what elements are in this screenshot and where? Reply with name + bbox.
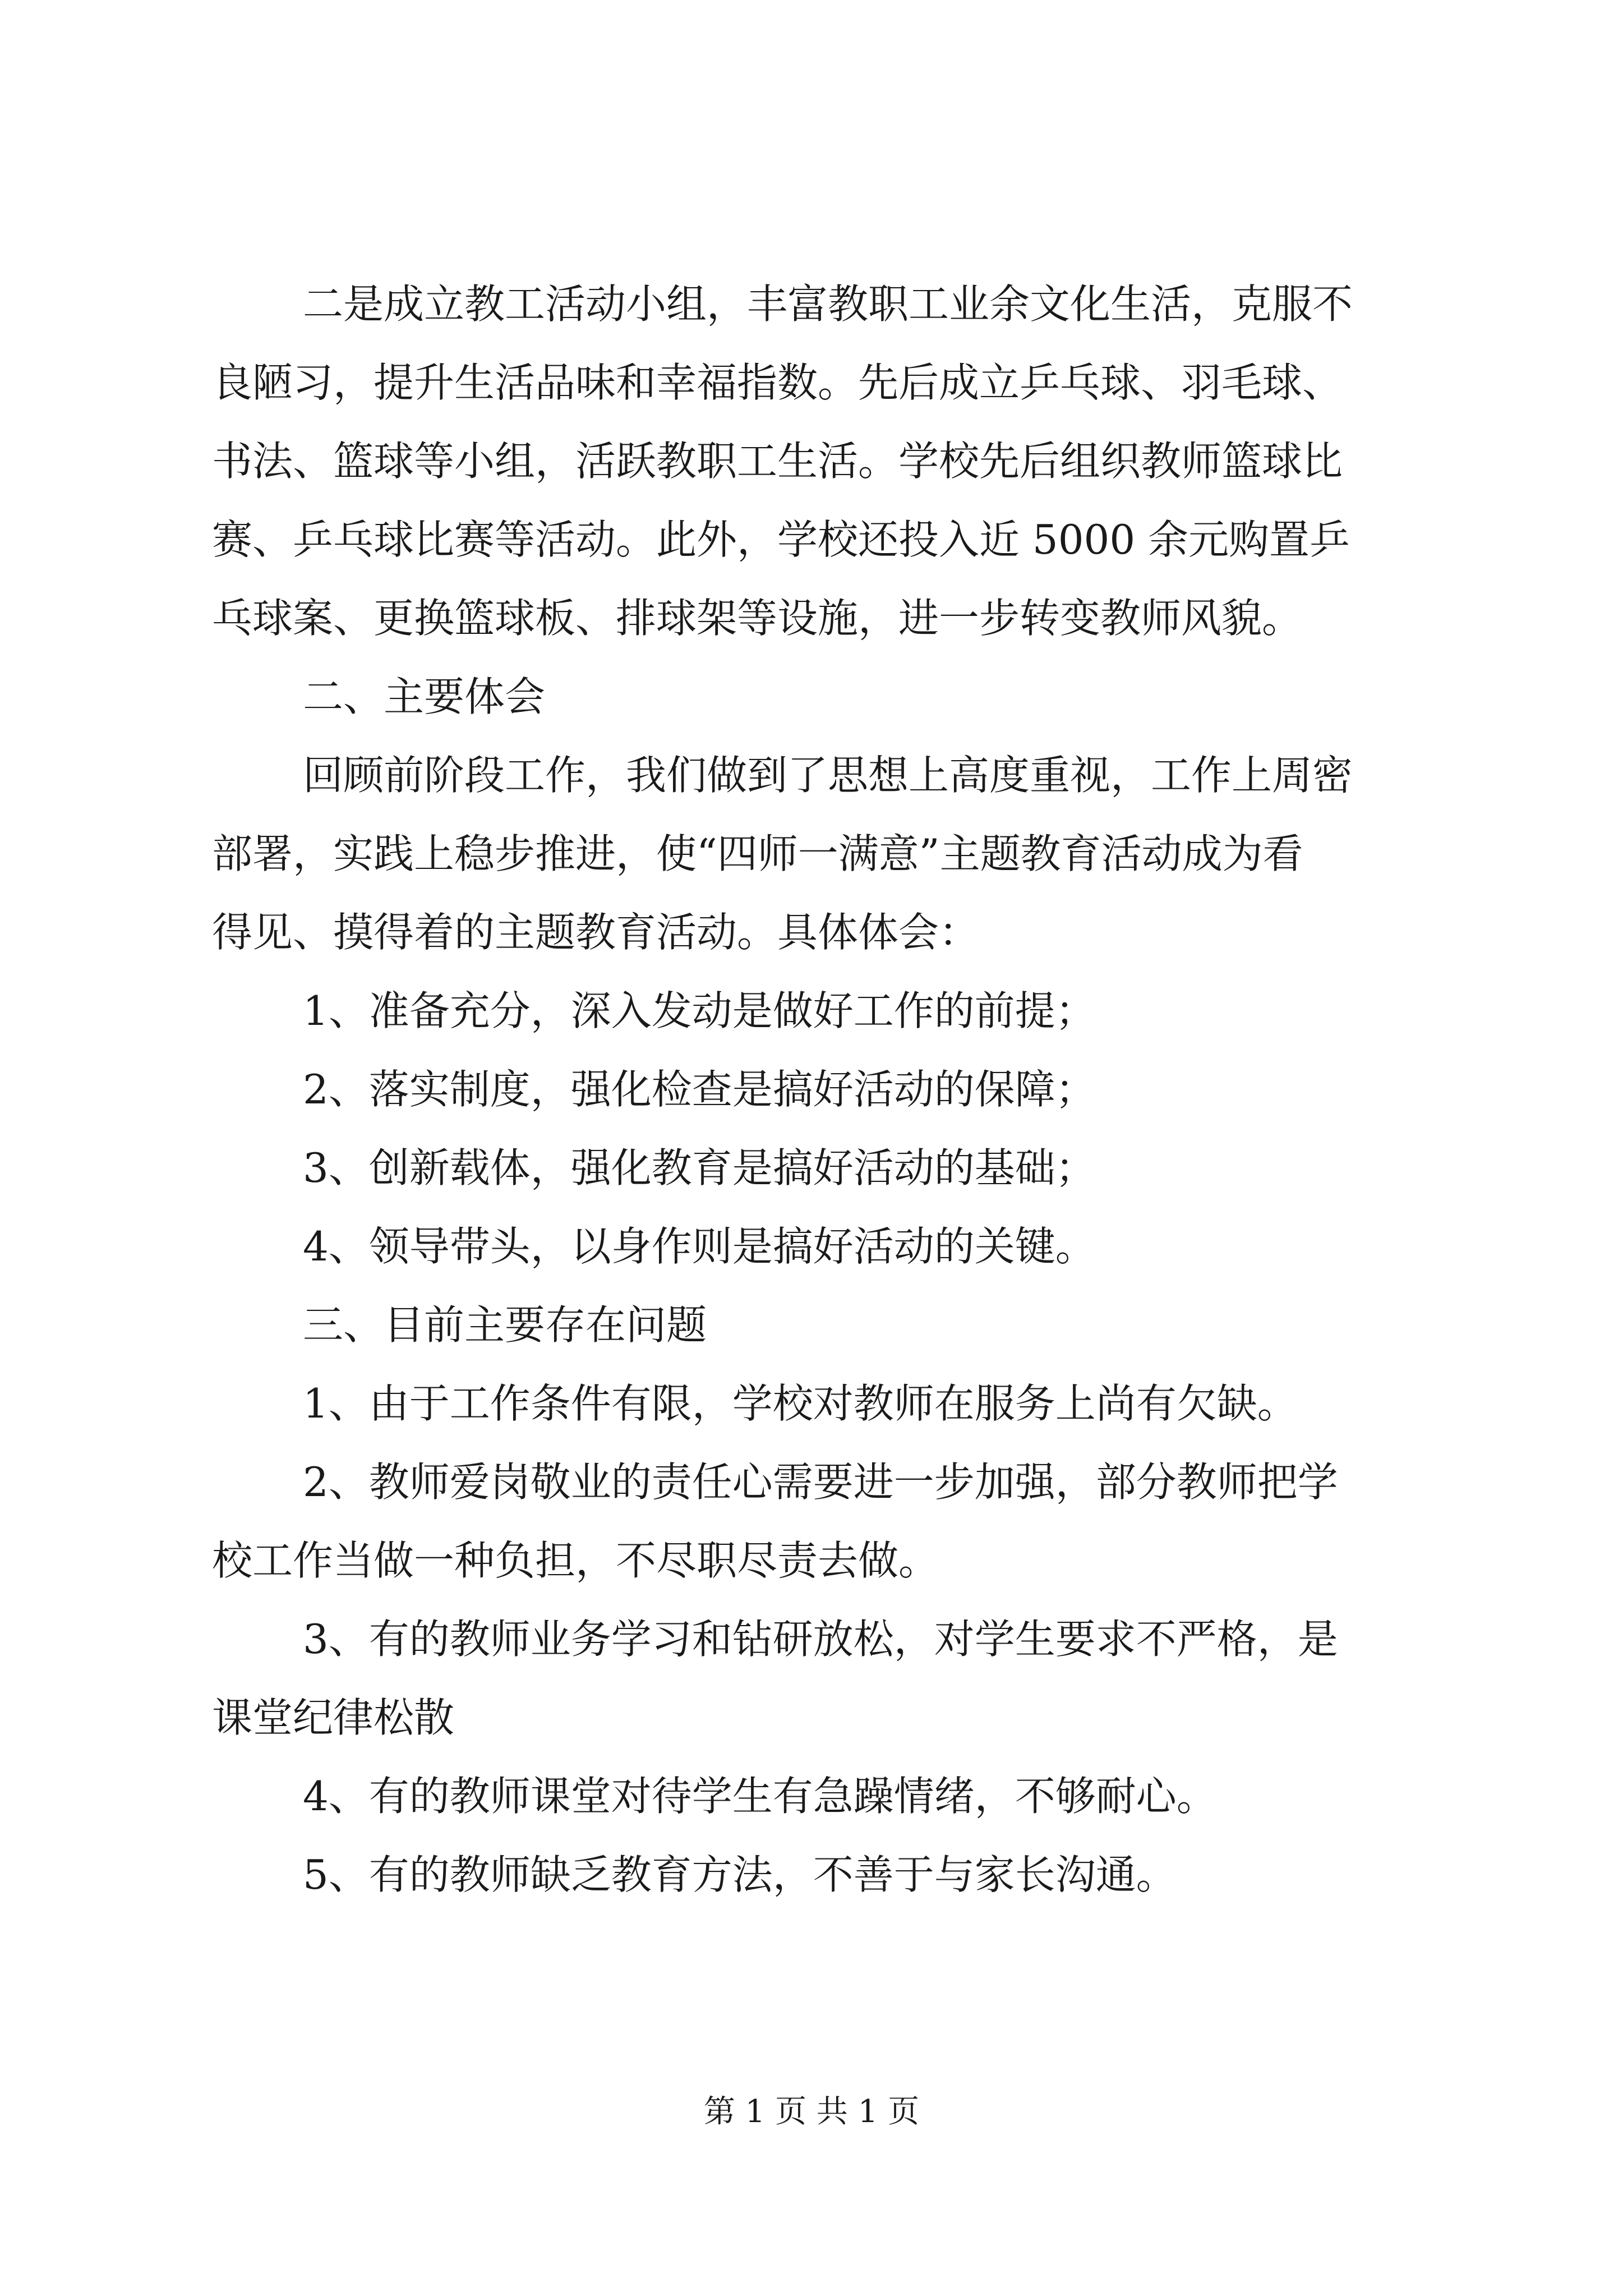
list-item: 1、准备充分，深入发动是做好工作的前提； [303,987,1096,1034]
list-item: 4、有的教师课堂对待学生有急躁情绪，不够耐心。 [303,1773,1217,1820]
text-line: 二是成立教工活动小组，丰富教职工业余文化生活，克服不 [303,280,1353,328]
text-line: 课堂纪律松散 [212,1694,455,1741]
list-item: 5、有的教师缺乏教育方法，不善于与家长沟通。 [303,1851,1177,1898]
list-item: 4、领导带头，以身作则是搞好活动的关键。 [303,1223,1096,1270]
document-body [212,265,1418,1914]
section-heading: 二、主要体会 [303,673,546,720]
text-line: 回顾前阶段工作，我们做到了思想上高度重视，工作上周密 [303,752,1353,799]
page-number-footer: 第 1 页 共 1 页 [703,2093,920,2130]
list-item: 1、由于工作条件有限，学校对教师在服务上尚有欠缺。 [303,1380,1298,1427]
list-item: 3、创新载体，强化教育是搞好活动的基础； [303,1144,1096,1191]
text-line: 得见、摸得着的主题教育活动。具体体会： [212,909,980,956]
text-line: 赛、乒乓球比赛等活动。此外，学校还投入近 5000 余元购置乒 [212,516,1350,563]
text-line: 乓球案、更换篮球板、排球架等设施，进一步转变教师风貌。 [212,595,1303,642]
text-line: 良陋习，提升生活品味和幸福指数。先后成立乒乓球、羽毛球、 [212,359,1343,406]
text-line: 书法、篮球等小组，活跃教职工生活。学校先后组织教师篮球比 [212,438,1343,485]
list-item: 2、落实制度，强化检查是搞好活动的保障； [303,1066,1096,1113]
text-line: 部署，实践上稳步推进，使“四师一满意”主题教育活动成为看 [212,830,1303,877]
list-item: 3、有的教师业务学习和钻研放松，对学生要求不严格，是 [303,1616,1338,1663]
section-heading: 三、目前主要存在问题 [303,1301,707,1349]
list-item: 2、教师爱岗敬业的责任心需要进一步加强，部分教师把学 [303,1458,1338,1506]
text-line: 校工作当做一种负担，不尽职尽责去做。 [212,1537,939,1584]
